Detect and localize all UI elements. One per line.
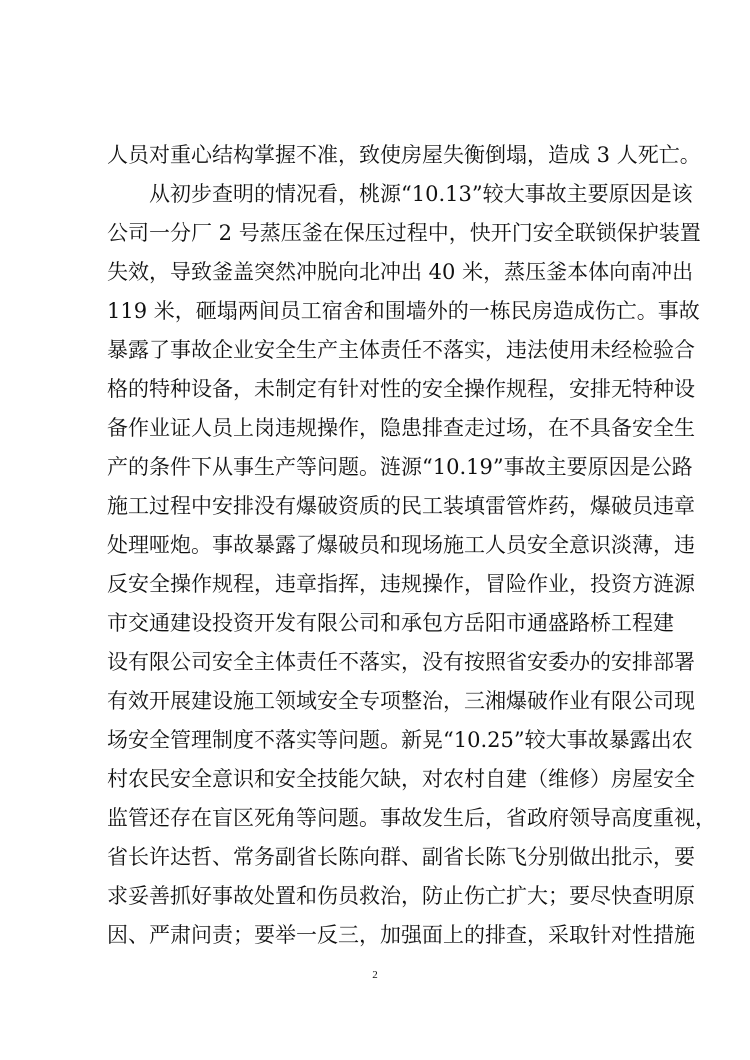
text-line: 设有限公司安全主体责任不落实，没有按照省安委办的安排部署	[107, 650, 695, 674]
text-line: 失效，导致釜盖突然冲脱向北冲出 40 米，蒸压釜本体向南冲出	[107, 260, 694, 284]
text-line: 从初步查明的情况看，桃源“10.13”较大事故主要原因是该	[149, 182, 693, 206]
text-line: 人员对重心结构掌握不准，致使房屋失衡倒塌，造成 3 人死亡。	[107, 143, 701, 167]
text-line: 反安全操作规程，违章指挥，违规操作，冒险作业，投资方涟源	[107, 572, 695, 596]
page-number: 2	[372, 969, 378, 981]
text-line: 119 米，砸塌两间员工宿舍和围墙外的一栋民房造成伤亡。事故	[107, 299, 700, 323]
text-line: 因、严肃问责；要举一反三，加强面上的排查，采取针对性措施	[107, 923, 695, 947]
text-line: 求妥善抓好事故处置和伤员救治，防止伤亡扩大；要尽快查明原	[107, 884, 695, 908]
text-line: 格的特种设备，未制定有针对性的安全操作规程，安排无特种设	[107, 377, 695, 401]
text-line: 公司一分厂 2 号蒸压釜在保压过程中，快开门安全联锁保护装置	[107, 221, 701, 245]
text-line: 有效开展建设施工领域安全专项整治，三湘爆破作业有限公司现	[107, 689, 695, 713]
text-line: 备作业证人员上岗违规操作，隐患排查走过场，在不具备安全生	[107, 416, 695, 440]
text-line: 市交通建设投资开发有限公司和承包方岳阳市通盛路桥工程建	[107, 611, 674, 635]
text-line: 省长许达哲、常务副省长陈向群、副省长陈飞分别做出批示，要	[107, 845, 695, 869]
text-line: 产的条件下从事生产等问题。涟源“10.19”事故主要原因是公路	[107, 455, 693, 479]
text-line: 暴露了事故企业安全生产主体责任不落实，违法使用未经检验合	[107, 338, 695, 362]
text-line: 施工过程中安排没有爆破资质的民工装填雷管炸药，爆破员违章	[107, 494, 695, 518]
text-line: 场安全管理制度不落实等问题。新晃“10.25”较大事故暴露出农	[107, 728, 693, 752]
text-line: 处理哑炮。事故暴露了爆破员和现场施工人员安全意识淡薄，违	[107, 533, 695, 557]
text-line: 监管还存在盲区死角等问题。事故发生后，省政府领导高度重视，	[107, 806, 716, 830]
text-line: 村农民安全意识和安全技能欠缺，对农村自建（维修）房屋安全	[107, 767, 695, 791]
